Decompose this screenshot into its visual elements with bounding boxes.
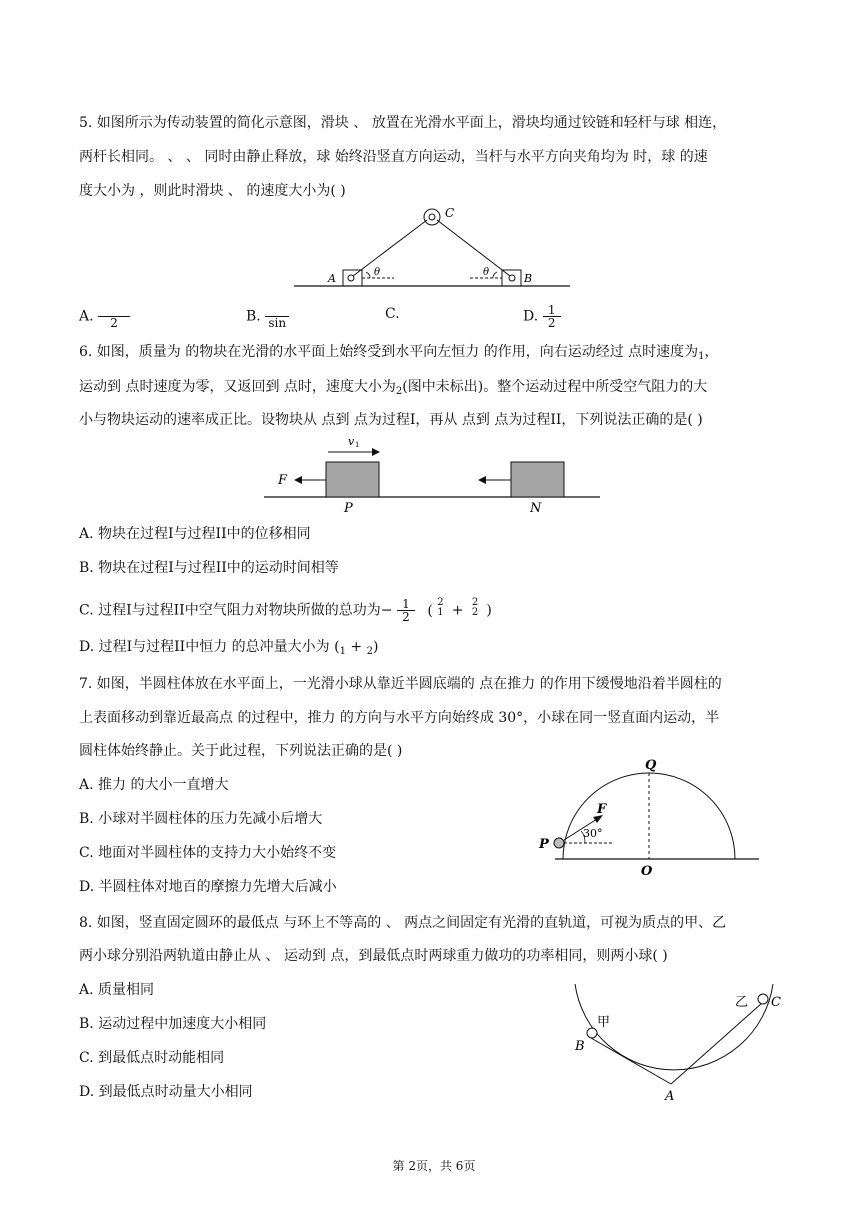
q6-label-v-sub: 1 xyxy=(355,441,360,449)
q8-label-b: B xyxy=(575,1039,585,1054)
q6-line-2-text-a: 运动到 点时速度为零，又返回到 点时，速度大小为 xyxy=(79,379,396,395)
q5-line-3: 度大小为 ，则此时滑块 、 的速度大小为( ) xyxy=(79,183,346,199)
q6-label-v: v xyxy=(348,435,355,448)
q8-label-jia: 甲 xyxy=(597,1015,611,1030)
subscript: 1 xyxy=(698,351,705,362)
q8-option-d: D. 到最低点时动量大小相同 xyxy=(79,1084,253,1100)
q6-figure xyxy=(262,430,604,520)
subscript: 1 xyxy=(339,646,346,657)
q7-label-q: Q xyxy=(645,758,657,773)
q5-label-a: A xyxy=(328,272,336,285)
paren-open: ( xyxy=(427,602,433,619)
q5-option-a xyxy=(79,304,130,329)
q5-theta-right: θ xyxy=(483,267,490,278)
fraction-denominator: sin xyxy=(268,316,287,330)
q8-line-2: 两小球分别沿两轨道由静止从 、 运动到 点，到最低点时两球重力做功的功率相同，则两小球( ) xyxy=(79,948,668,964)
q6-label-p: P xyxy=(344,501,353,516)
q6-option-b: B. 物块在过程I与过程II中的运动时间相等 xyxy=(79,560,339,576)
q5-line-2: 两杆长相同。 、 、 同时由静止释放，球 始终沿竖直方向运动，当杆与水平方向夹角均为 时，球 的速 xyxy=(79,149,708,165)
option-label: B. xyxy=(246,308,261,325)
q6-option-c-text: C. 过程I与过程II中空气阻力对物块所做的总功为− xyxy=(79,602,393,619)
q7-line-3: 圆柱体始终静止。关于此过程，下列说法正确的是( ) xyxy=(79,743,403,759)
q5-option-c xyxy=(385,304,400,324)
paren-close: ) xyxy=(486,602,492,619)
q8-option-c: C. 到最低点时动能相同 xyxy=(79,1050,225,1066)
q6-line-2 xyxy=(79,377,707,402)
subscript: 2 xyxy=(395,386,403,397)
q7-label-angle: 30° xyxy=(583,827,603,840)
q6-label-f: F xyxy=(278,473,288,488)
q5-label-b: B xyxy=(524,272,533,285)
superscript: 2 xyxy=(437,596,444,608)
q6-option-d xyxy=(79,637,378,662)
subscript: 1 xyxy=(437,606,444,618)
q7-option-a: A. 推力 的大小一直增大 xyxy=(79,777,229,793)
fraction-denominator: 2 xyxy=(402,610,410,624)
option-label: D. xyxy=(523,308,539,325)
q7-figure xyxy=(535,755,765,880)
q8-option-b: B. 运动过程中加速度大小相同 xyxy=(79,1016,267,1032)
q7-option-b: B. 小球对半圆柱体的压力先减小后增大 xyxy=(79,811,323,827)
q8-label-a: A xyxy=(665,1089,675,1104)
fraction-denominator: 2 xyxy=(110,316,118,330)
plus-sign: + xyxy=(451,602,464,619)
fraction-denominator: 2 xyxy=(547,316,556,330)
q6-label-n: N xyxy=(530,501,542,516)
q6-line-1 xyxy=(79,342,719,367)
plus-sign: + xyxy=(350,639,363,655)
q8-option-a: A. 质量相同 xyxy=(79,982,155,998)
option-label: A. xyxy=(79,308,94,325)
q7-label-p: P xyxy=(539,837,549,852)
page-footer: 第 2页，共 6页 xyxy=(392,1159,476,1173)
q6-option-c xyxy=(79,598,492,623)
q5-label-c: C xyxy=(445,206,455,220)
q7-line-2: 上表面移动到靠近最高点 的过程中，推力 的方向与水平方向始终成 30°，小球在同一竖直面内运动，半 xyxy=(79,710,720,726)
paren-close: ) xyxy=(372,639,379,655)
q6-line-1-text: 6. 如图，质量为 的物块在光滑的水平面上始终受到水平向左恒力 的作用，向右运动经过 点时速度为 xyxy=(79,344,699,360)
q7-label-o: O xyxy=(641,864,653,879)
q5-line-1: 5. 如图所示为传动装置的简化示意图，滑块 、 放置在光滑水平面上，滑块均通过铰链和轻杆与球 相连， xyxy=(79,115,727,131)
q8-label-c: C xyxy=(771,995,781,1010)
q6-option-a: A. 物块在过程I与过程II中的位移相同 xyxy=(79,526,311,542)
q6-line-3: 小与物块运动的速率成正比。设物块从 点到 点为过程I，再从 点到 点为过程II，下列说法正确的是( ) xyxy=(79,412,703,428)
q8-label-yi: 乙 xyxy=(735,995,749,1010)
q8-line-1: 8. 如图，竖直固定圆环的最低点 与环上不等高的 、 两点之间固定有光滑的直轨道，可视为质点的甲、乙 xyxy=(79,915,727,931)
q5-figure xyxy=(290,200,575,295)
subscript: 2 xyxy=(366,646,373,657)
q7-option-c: C. 地面对半圆柱体的支持力大小始终不变 xyxy=(79,845,337,861)
q8-figure xyxy=(565,978,790,1103)
fraction-numerator: 1 xyxy=(397,598,415,611)
fraction-numerator: 1 xyxy=(543,304,561,317)
q7-line-1: 7. 如图，半圆柱体放在水平面上，一光滑小球从靠近半圆底端的 点在推力 的作用下缓慢地沿着半圆柱的 xyxy=(79,676,722,692)
subscript: 2 xyxy=(471,606,479,618)
q7-label-f: F xyxy=(597,802,607,817)
q6-option-d-text: D. 过程I与过程II中恒力 的总冲量大小为 ( xyxy=(79,639,340,655)
superscript: 2 xyxy=(471,596,479,608)
q7-option-d: D. 半圆柱体对地百的摩擦力先增大后减小 xyxy=(79,879,337,895)
option-label: C. xyxy=(385,306,400,322)
q5-theta-left: θ xyxy=(374,267,381,278)
q5-option-b xyxy=(246,304,289,329)
q6-line-2-text-b: (图中未标出)。整个运动过程中所受空气阻力的大 xyxy=(402,379,708,395)
q5-option-d xyxy=(523,304,561,329)
q6-line-1-end: ， xyxy=(704,344,719,360)
